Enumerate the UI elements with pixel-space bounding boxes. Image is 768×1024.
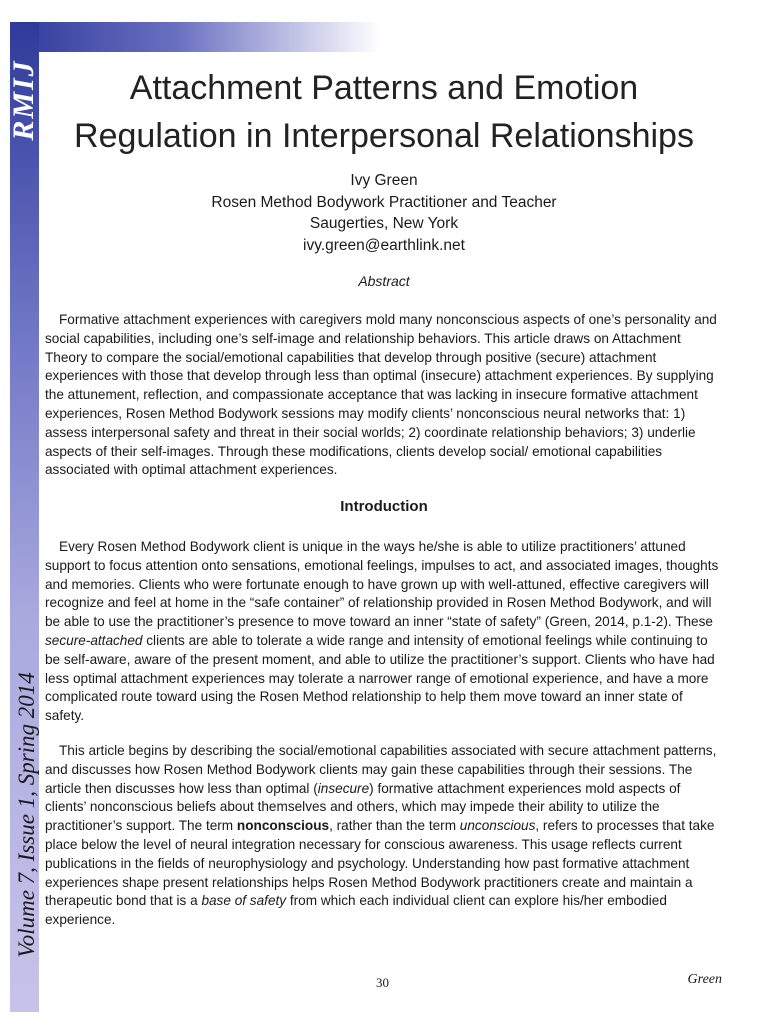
title-line-1: Attachment Patterns and Emotion <box>129 69 639 107</box>
header-color-band <box>10 22 380 52</box>
intro-p2-text-b: ) formative attachment experiences mold aspects of clients’ nonconscious beliefs about themselves and others, which may impede their ability to utilize the practitioner’s support. The term <box>45 780 681 834</box>
intro-p2-emphasis-1: insecure <box>317 780 370 796</box>
intro-paragraph-2 <box>45 742 725 930</box>
author-role: Rosen Method Bodywork Practitioner and Teacher <box>211 193 557 211</box>
author-location: Saugerties, New York <box>309 215 459 232</box>
intro-paragraph-1 <box>45 538 725 726</box>
author-name: Ivy Green <box>350 172 418 189</box>
intro-p2-bold-term: nonconscious <box>236 818 330 834</box>
running-head-author: Green <box>687 972 722 987</box>
intro-p1-emphasis: secure-attached <box>45 632 143 648</box>
title-line-2: Regulation in Interpersonal Relationships <box>74 117 694 155</box>
intro-p1-text-a: Every Rosen Method Bodywork client is unique in the ways he/she is able to utilize practitioners’ attuned support to focus attention onto sensations, emotional feelings, impulses to act, and associated images, thoughts and memories. Clients who were fortunate enough to have grown up with well-attuned, effective caregivers will recognize and feel at home in the “safe container” of relationship provided in Rosen Method Bodywork, and will be able to use the practitioner’s presence to move toward an inner “state of safety” (Green, 2014, p.1-2). These <box>45 539 719 630</box>
intro-p2-emphasis-2: unconscious <box>459 818 536 834</box>
volume-issue-label: Volume 7, Issue 1, Spring 2014 <box>14 672 39 958</box>
intro-p2-emphasis-3: base of safety <box>201 893 287 909</box>
page-number: 30 <box>376 975 389 990</box>
intro-p2-text-c: , rather than the term <box>329 818 460 834</box>
abstract-heading: Abstract <box>358 273 410 289</box>
intro-p2-text-e: from which each individual client can explore his/her embodied experience. <box>45 893 667 928</box>
abstract-text: Formative attachment experiences with caregivers mold many nonconscious aspects of one’s personality and social capabilities, including one’s self-image and relationship behaviors. This article draws on Attachment Theory to compare the social/emotional capabilities that develop through positive (secure) attachment experiences with those that develop through less than optimal (insecure) attachment experiences. By supplying the attunement, reflection, and compassionate acceptance that was lacking in insecure formative attachment experiences, Rosen Method Bodywork sessions may modify clients’ nonconscious neural networks that: 1) assess interpersonal safety and threat in their social worlds; 2) coordinate relationship behaviors; 3) underlie aspects of their self-images. Through these modifications, clients develop social/ emotional capabilities associated with optimal attachment experiences. <box>45 312 717 478</box>
author-email[interactable]: ivy.green@earthlink.net <box>303 236 465 254</box>
intro-p2-text-a: This article begins by describing the social/emotional capabilities associated with secure attachment patterns, and discusses how Rosen Method Bodywork clients may gain these capabilities through their sessions. The article then discusses how less than optimal ( <box>45 743 717 796</box>
article-title <box>45 64 723 160</box>
intro-p1-text-b: clients are able to tolerate a wide range and intensity of emotional feelings while continuing to be self-aware, aware of the present moment, and able to utilize the practitioner’s support. Clients who have had less optimal attachment experiences may tolerate a narrower range of emotional experience, and have a more complicated route toward using the Rosen Method relationship to help them move toward an inner state of safety. <box>45 632 715 724</box>
author-block <box>45 170 723 256</box>
introduction-heading: Introduction <box>340 498 428 515</box>
journal-logo: RMIJ <box>7 59 40 141</box>
intro-p2-text-d: , refers to processes that take place below the level of neural integration necessary for conscious awareness. This usage reflects current publications in the fields of neurophysiology and psychology. Understanding how past formative attachment experiences shape present relationships helps Rosen Method Bodywork practitioners create and maintain a therapeutic bond that is a <box>45 818 715 909</box>
